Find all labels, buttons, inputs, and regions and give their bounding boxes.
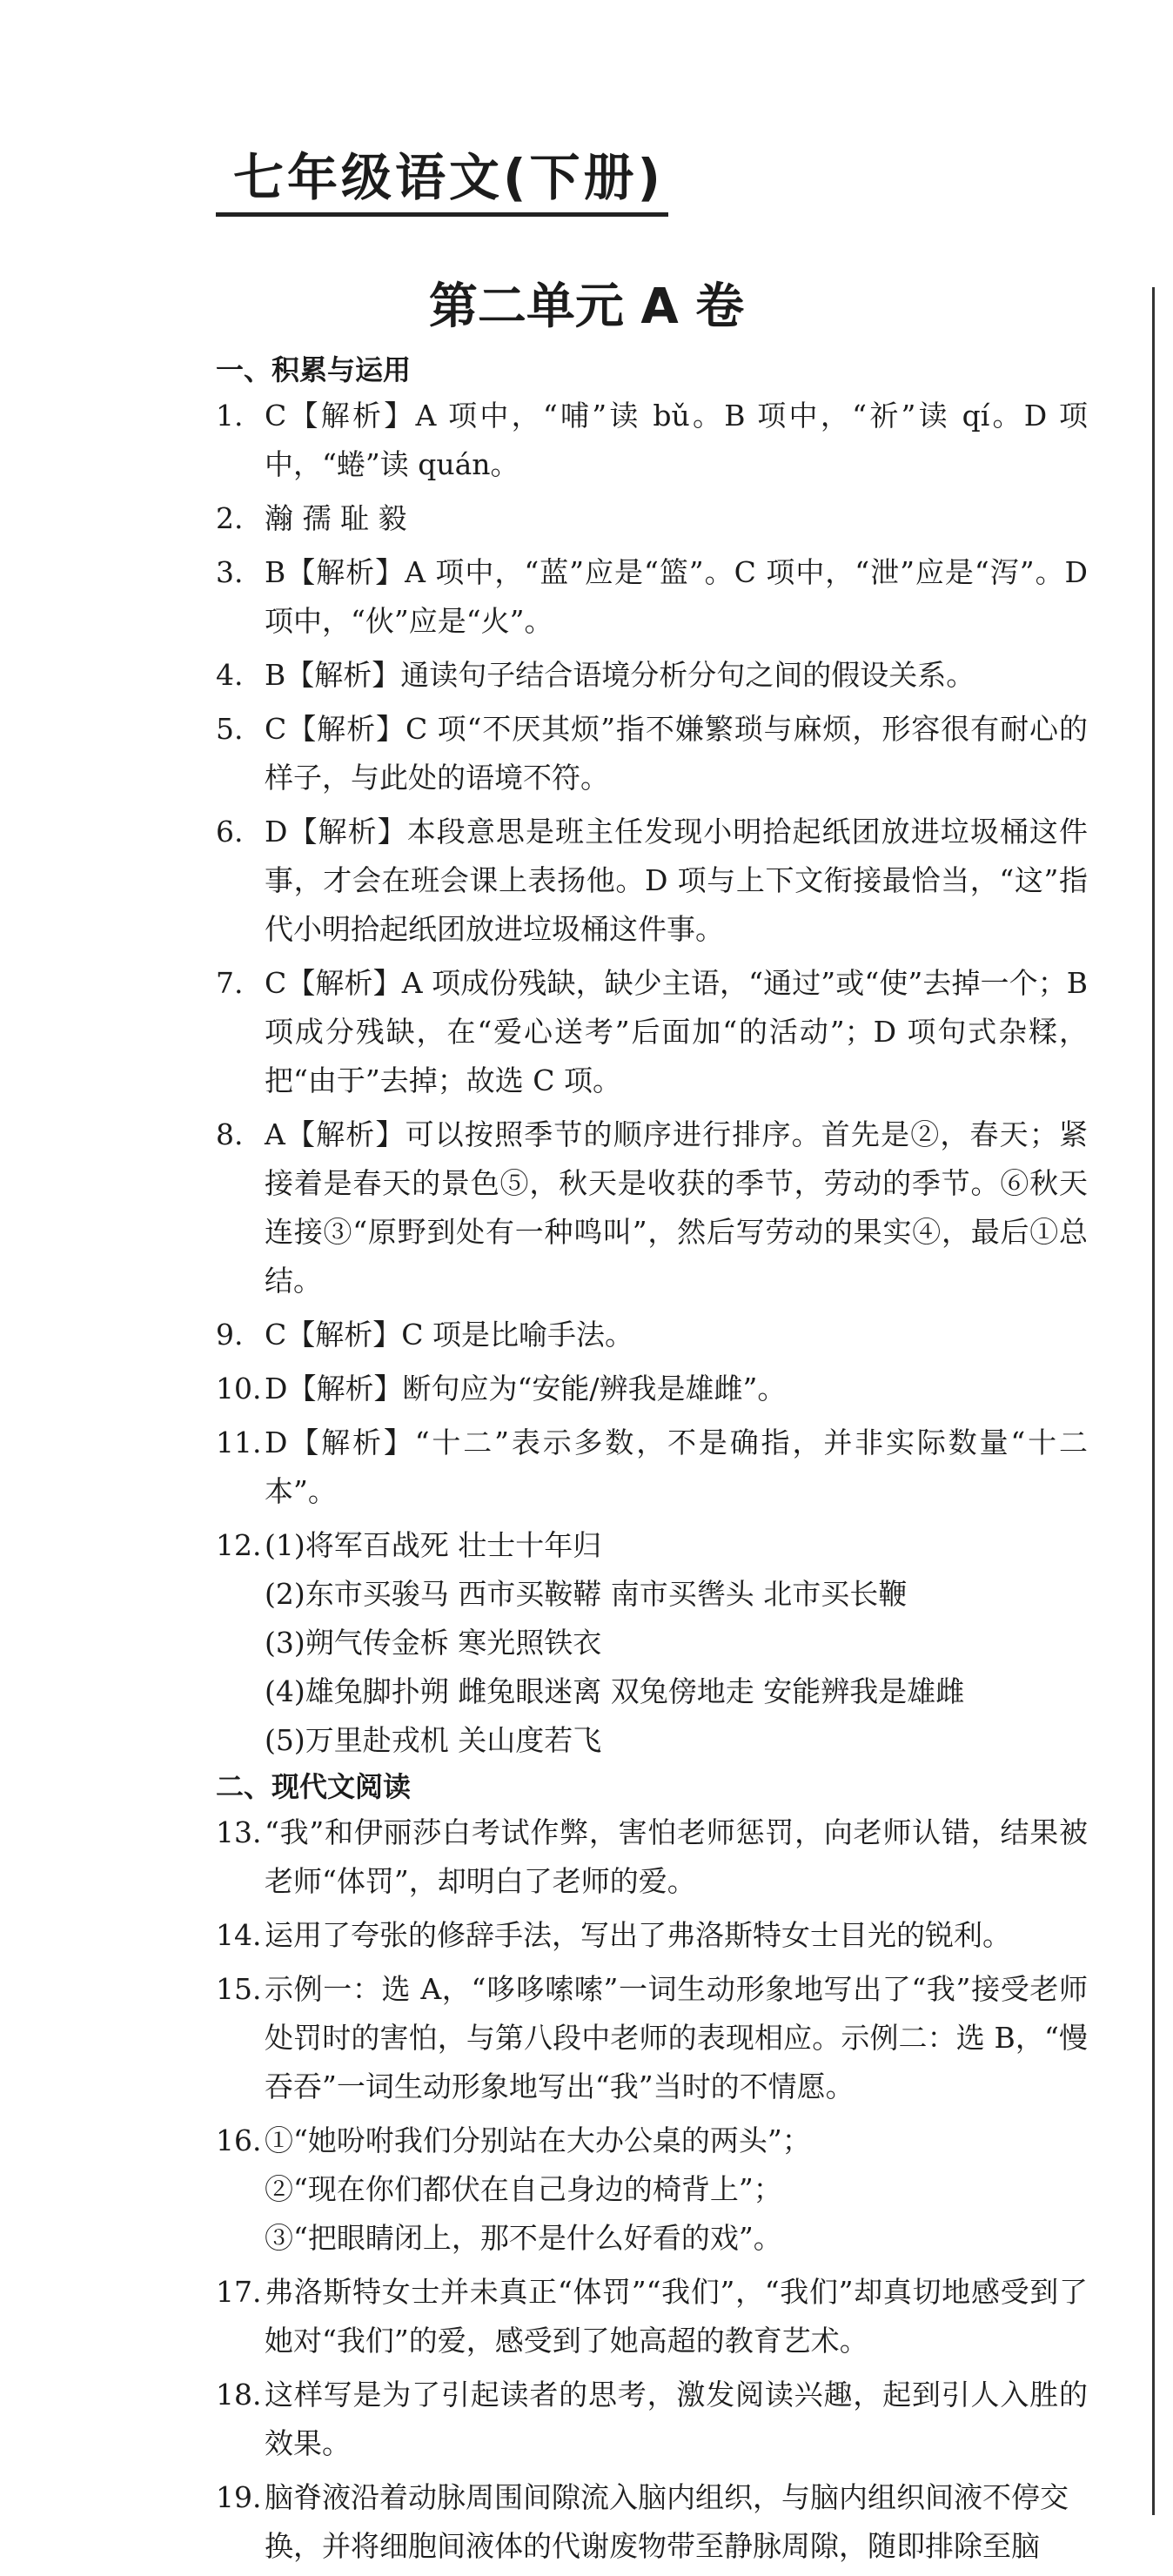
item-text: D【解析】断句应为“安能/辨我是雄雌”。 <box>265 1372 787 1405</box>
item-text: “我”和伊丽莎白考试作弊，害怕老师惩罚，向老师认错，结果被老师“体罚”，却明白了老师的爱。 <box>265 1815 1088 1898</box>
item-number: 6. <box>216 815 244 849</box>
item-number: 7. <box>216 966 244 1000</box>
poem-line: (4)雄兔脚扑朔 雌兔眼迷离 双兔傍地走 安能辨我是雄雌 <box>265 1674 965 1708</box>
item-text: B【解析】A 项中，“蓝”应是“篮”。C 项中，“泄”应是“泻”。D 项中，“伙”应是“火”。 <box>265 555 1088 638</box>
item-text: 弗洛斯特女士并未真正“体罚”“我们”，“我们”却真切地感受到了她对“我们”的爱，感受到了她高超的教育艺术。 <box>265 2275 1088 2358</box>
item-text: C【解析】A 项成份残缺，缺少主语，“通过”或“使”去掉一个；B 项成分残缺，在“爱心送考”后面加“的活动”；D 项句式杂糅，把“由于”去掉；故选 C 项。 <box>265 966 1088 1097</box>
section-heading: 二、现代文阅读 <box>216 1770 412 1803</box>
item-number: 16. <box>216 2123 262 2157</box>
poem-line: (5)万里赴戎机 关山度若飞 <box>265 1723 602 1757</box>
quote-line: ②“现在你们都伏在自己身边的椅背上”； <box>265 2172 782 2206</box>
answer-item-12 <box>216 1521 1088 1570</box>
item-text: D【解析】“十二”表示多数，不是确指，并非实际数量“十二本”。 <box>265 1426 1088 1508</box>
section-heading: 一、积累与运用 <box>216 353 412 386</box>
unit-title: 第二单元 A 卷 <box>428 278 745 335</box>
item-number: 15. <box>216 1972 262 2006</box>
item-number: 4. <box>216 658 244 692</box>
item-text: 示例一：选 A，“哆哆嗦嗦”一词生动形象地写出了“我”接受老师处罚时的害怕，与第八段中老师的表现相应。示例二：选 B，“慢吞吞”一词生动形象地写出“我”当时的不情愿。 <box>265 1972 1088 2103</box>
answer-item-9 <box>216 1311 1088 1359</box>
answer-item-7 <box>216 959 1088 1105</box>
answer-item-1 <box>216 392 1088 489</box>
text-line: 换，并将细胞间液体的代谢废物带至静脉周隙，随即排除至脑 <box>265 2529 1040 2563</box>
answer-item-11 <box>216 1419 1088 1516</box>
answer-item-18 <box>216 2371 1088 2468</box>
answer-content <box>216 348 1088 2576</box>
book-title: 七年级语文(下册) <box>233 148 665 207</box>
item-number: 10. <box>216 1372 262 1405</box>
answer-item-2 <box>216 494 1088 543</box>
item-number: 1. <box>216 399 244 433</box>
answer-item-10 <box>216 1365 1088 1413</box>
answer-item-17 <box>216 2268 1088 2365</box>
item-text: 运用了夸张的修辞手法，写出了弗洛斯特女士目光的锐利。 <box>265 1918 1011 1952</box>
item-text: B【解析】通读句子结合语境分析分句之间的假设关系。 <box>265 658 975 692</box>
answer-item-16 <box>216 2116 1088 2165</box>
page-edge-rule <box>1152 287 1155 2515</box>
answer-item-5 <box>216 705 1088 802</box>
item-text: C【解析】C 项“不厌其烦”指不嫌繁琐与麻烦，形容很有耐心的样子，与此处的语境不符。 <box>265 712 1088 795</box>
text-line: 脑脊液沿着动脉周围间隙流入脑内组织，与脑内组织间液不停交 <box>265 2480 1069 2514</box>
item-text: C【解析】C 项是比喻手法。 <box>265 1318 633 1352</box>
item-text: 瀚 孺 耻 毅 <box>265 501 407 535</box>
answer-item-3 <box>216 548 1088 646</box>
item-number: 19. <box>216 2480 262 2514</box>
item-text: D【解析】本段意思是班主任发现小明拾起纸团放进垃圾桶这件事，才会在班会课上表扬他。D 项与上下文衔接最恰当，“这”指代小明拾起纸团放进垃圾桶这件事。 <box>265 815 1088 946</box>
item-number: 8. <box>216 1117 244 1151</box>
item-number: 13. <box>216 1815 262 1849</box>
item-number: 14. <box>216 1918 262 1952</box>
book-header <box>216 139 686 226</box>
item-text: (1)将军百战死 壮士十年归 <box>265 1528 602 1562</box>
answer-item-6 <box>216 808 1088 954</box>
item-number: 17. <box>216 2275 262 2309</box>
answer-item-19 <box>216 2473 1088 2571</box>
poem-line: (2)东市买骏马 西市买鞍鞯 南市买辔头 北市买长鞭 <box>265 1577 908 1611</box>
item-number: 5. <box>216 712 244 746</box>
item-text: C【解析】A 项中，“哺”读 bǔ。B 项中，“祈”读 qí。D 项中，“蜷”读 quán。 <box>265 399 1088 481</box>
item-text: A【解析】可以按照季节的顺序进行排序。首先是②，春天；紧接着是春天的景色⑤，秋天是收获的季节，劳动的季节。⑥秋天连接③“原野到处有一种鸣叫”，然后写劳动的果实④，最后①总结。 <box>265 1117 1088 1298</box>
header-underline <box>216 212 668 217</box>
item-number: 12. <box>216 1528 262 1562</box>
item-text: 这样写是为了引起读者的思考，激发阅读兴趣，起到引人入胜的效果。 <box>265 2378 1088 2460</box>
item-number: 2. <box>216 501 244 535</box>
item-text <box>265 2473 1088 2571</box>
answer-item-14 <box>216 1911 1088 1960</box>
answer-item-4 <box>216 651 1088 700</box>
answer-item-15 <box>216 1965 1088 2111</box>
answer-item-8 <box>216 1110 1088 1305</box>
item-number: 18. <box>216 2378 262 2412</box>
poem-line: (3)朔气传金柝 寒光照铁衣 <box>265 1626 602 1660</box>
item-number: 9. <box>216 1318 244 1352</box>
answer-item-13 <box>216 1808 1088 1906</box>
item-text: ①“她吩咐我们分别站在大办公桌的两头”； <box>265 2123 811 2157</box>
quote-line: ③“把眼睛闭上，那不是什么好看的戏”。 <box>265 2221 782 2255</box>
item-number: 3. <box>216 555 244 589</box>
item-number: 11. <box>216 1426 262 1459</box>
